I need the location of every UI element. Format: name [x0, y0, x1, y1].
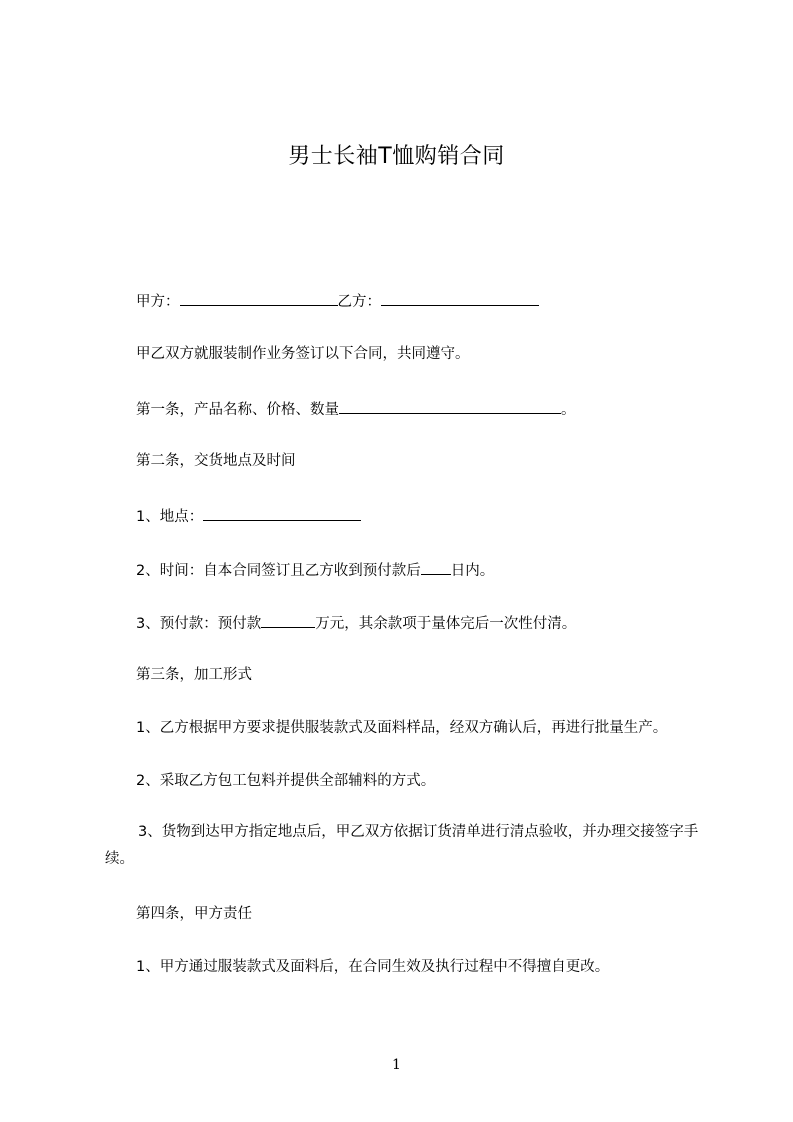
intro-paragraph: 甲乙双方就服装制作业务签订以下合同，共同遵守。 — [136, 346, 470, 362]
article1-text: 第一条，产品名称、价格、数量 — [136, 402, 339, 418]
prepayment-text-before: 3、预付款：预付款 — [136, 616, 262, 632]
article1-blank — [339, 398, 561, 414]
page-number: 1 — [392, 1057, 401, 1073]
article1-line — [136, 398, 576, 420]
article2-item3 — [136, 612, 576, 634]
time-text-before: 2、时间：自本合同签订且乙方收到预付款后 — [136, 563, 421, 579]
article3-item3: 3、货物到达甲方指定地点后，甲乙双方依据订货清单进行清点验收，并办理交接签字手续。 — [105, 824, 699, 867]
party-a-label: 甲方： — [136, 294, 180, 310]
prepayment-blank — [261, 612, 315, 628]
days-blank — [421, 559, 451, 575]
document-title: 男士长袖T恤购销合同 — [288, 144, 505, 169]
article2-heading: 第二条，交货地点及时间 — [136, 453, 296, 469]
article3-item2: 2、采取乙方包工包料并提供全部辅料的方式。 — [136, 773, 436, 789]
article3-item1: 1、乙方根据甲方要求提供服装款式及面料样品，经双方确认后，再进行批量生产。 — [136, 720, 668, 736]
party-a-blank — [180, 290, 338, 306]
time-text-after: 日内。 — [450, 563, 495, 579]
article2-item2 — [136, 559, 494, 581]
article4-item1: 1、甲方通过服装款式及面料后，在合同生效及执行过程中不得擅自更改。 — [136, 959, 610, 975]
article1-end: 。 — [561, 402, 576, 418]
article3-heading: 第三条，加工形式 — [136, 667, 252, 683]
article4-heading: 第四条，甲方责任 — [136, 906, 252, 922]
party-b-blank — [381, 290, 539, 306]
article2-item1 — [136, 505, 361, 527]
location-label: 1、地点： — [136, 509, 204, 525]
parties-line — [136, 290, 539, 312]
prepayment-text-after: 万元，其余款项于量体完后一次性付清。 — [315, 616, 577, 632]
location-blank — [203, 505, 361, 521]
party-b-label: 乙方： — [337, 294, 381, 310]
